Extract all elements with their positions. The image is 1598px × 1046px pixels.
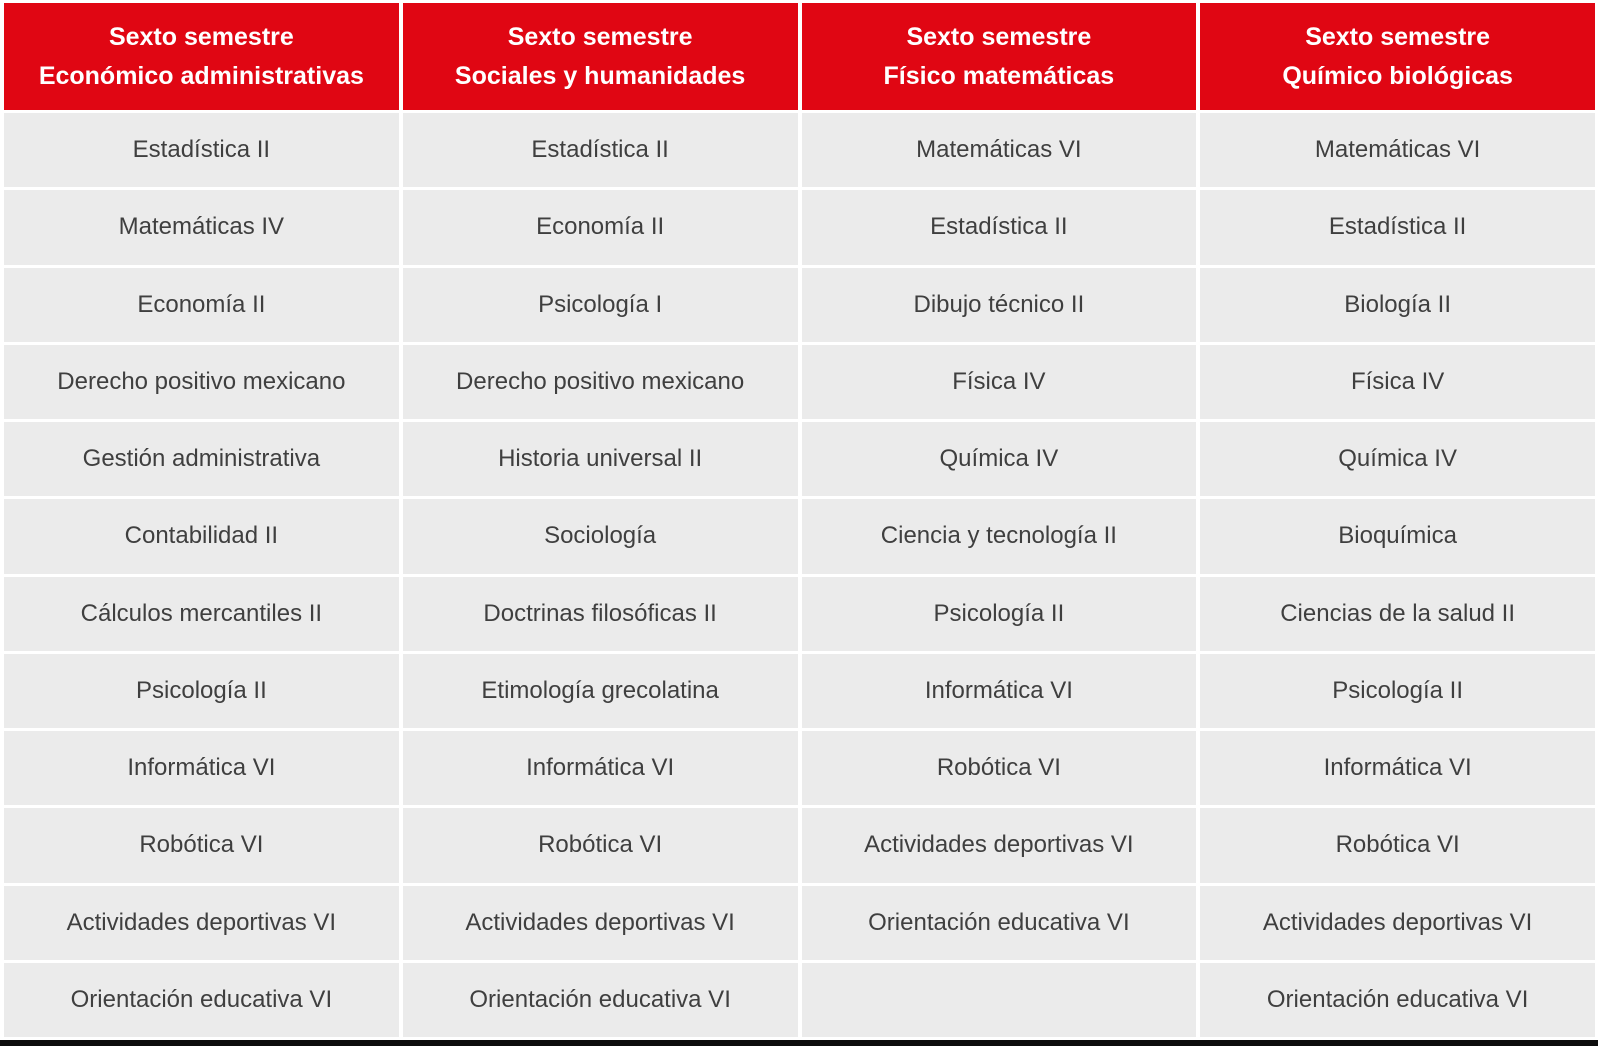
subject-cell: Biología II	[1200, 268, 1595, 342]
subject-cell: Robótica VI	[4, 808, 399, 882]
column-fisico-matematicas	[802, 3, 1197, 1037]
subject-cell: Informática VI	[1200, 731, 1595, 805]
subject-cell: Orientación educativa VI	[403, 963, 798, 1037]
subject-cell: Economía II	[4, 268, 399, 342]
subject-cell: Psicología II	[1200, 654, 1595, 728]
subject-cell: Psicología II	[4, 654, 399, 728]
subject-cell: Estadística II	[403, 113, 798, 187]
subject-cell: Informática VI	[802, 654, 1197, 728]
subject-cell: Robótica VI	[802, 731, 1197, 805]
subject-cell: Matemáticas IV	[4, 190, 399, 264]
column-header-fisico-matematicas	[802, 3, 1197, 110]
header-line-2: Sociales y humanidades	[454, 61, 746, 90]
bottom-border-bar	[0, 1040, 1598, 1046]
header-line-1: Sexto semestre	[108, 22, 294, 51]
subject-cell: Psicología I	[403, 268, 798, 342]
subject-cell: Contabilidad II	[4, 499, 399, 573]
header-line-1: Sexto semestre	[507, 22, 693, 51]
column-header-economico-administrativas	[4, 3, 399, 110]
subject-cell: Sociología	[403, 499, 798, 573]
subject-cell: Derecho positivo mexicano	[403, 345, 798, 419]
subject-cell: Estadística II	[1200, 190, 1595, 264]
header-line-2: Químico biológicas	[1282, 61, 1513, 90]
subject-cell: Robótica VI	[403, 808, 798, 882]
header-line-2: Físico matemáticas	[883, 61, 1115, 90]
subject-cell: Etimología grecolatina	[403, 654, 798, 728]
subject-cell: Física IV	[802, 345, 1197, 419]
subject-cell: Actividades deportivas VI	[4, 886, 399, 960]
subject-cell: Actividades deportivas VI	[802, 808, 1197, 882]
subject-cell: Dibujo técnico II	[802, 268, 1197, 342]
column-sociales-humanidades	[403, 3, 798, 1037]
header-line-1: Sexto semestre	[1305, 22, 1491, 51]
subject-cell-empty	[802, 963, 1197, 1037]
column-economico-administrativas	[4, 3, 399, 1037]
subject-cell: Matemáticas VI	[802, 113, 1197, 187]
subject-cell: Economía II	[403, 190, 798, 264]
subject-cell: Cálculos mercantiles II	[4, 577, 399, 651]
subject-cell: Química IV	[802, 422, 1197, 496]
subject-cell: Informática VI	[4, 731, 399, 805]
subject-cell: Derecho positivo mexicano	[4, 345, 399, 419]
column-header-sociales-humanidades	[403, 3, 798, 110]
subject-cell: Estadística II	[802, 190, 1197, 264]
subject-cell: Orientación educativa VI	[802, 886, 1197, 960]
subject-cell: Actividades deportivas VI	[403, 886, 798, 960]
subject-cell: Robótica VI	[1200, 808, 1595, 882]
header-line-2: Económico administrativas	[38, 61, 364, 90]
subject-cell: Historia universal II	[403, 422, 798, 496]
subject-cell: Actividades deportivas VI	[1200, 886, 1595, 960]
subject-cell: Ciencia y tecnología II	[802, 499, 1197, 573]
subject-cell: Informática VI	[403, 731, 798, 805]
subject-cell: Matemáticas VI	[1200, 113, 1595, 187]
subject-cell: Doctrinas filosóficas II	[403, 577, 798, 651]
subject-cell: Estadística II	[4, 113, 399, 187]
column-header-quimico-biologicas	[1200, 3, 1595, 110]
subject-cell: Ciencias de la salud II	[1200, 577, 1595, 651]
subject-cell: Bioquímica	[1200, 499, 1595, 573]
subject-cell: Orientación educativa VI	[1200, 963, 1595, 1037]
subject-cell: Psicología II	[802, 577, 1197, 651]
column-quimico-biologicas	[1200, 3, 1595, 1037]
subject-cell: Orientación educativa VI	[4, 963, 399, 1037]
subject-cell: Química IV	[1200, 422, 1595, 496]
header-line-1: Sexto semestre	[906, 22, 1092, 51]
subject-cell: Gestión administrativa	[4, 422, 399, 496]
subject-cell: Física IV	[1200, 345, 1595, 419]
